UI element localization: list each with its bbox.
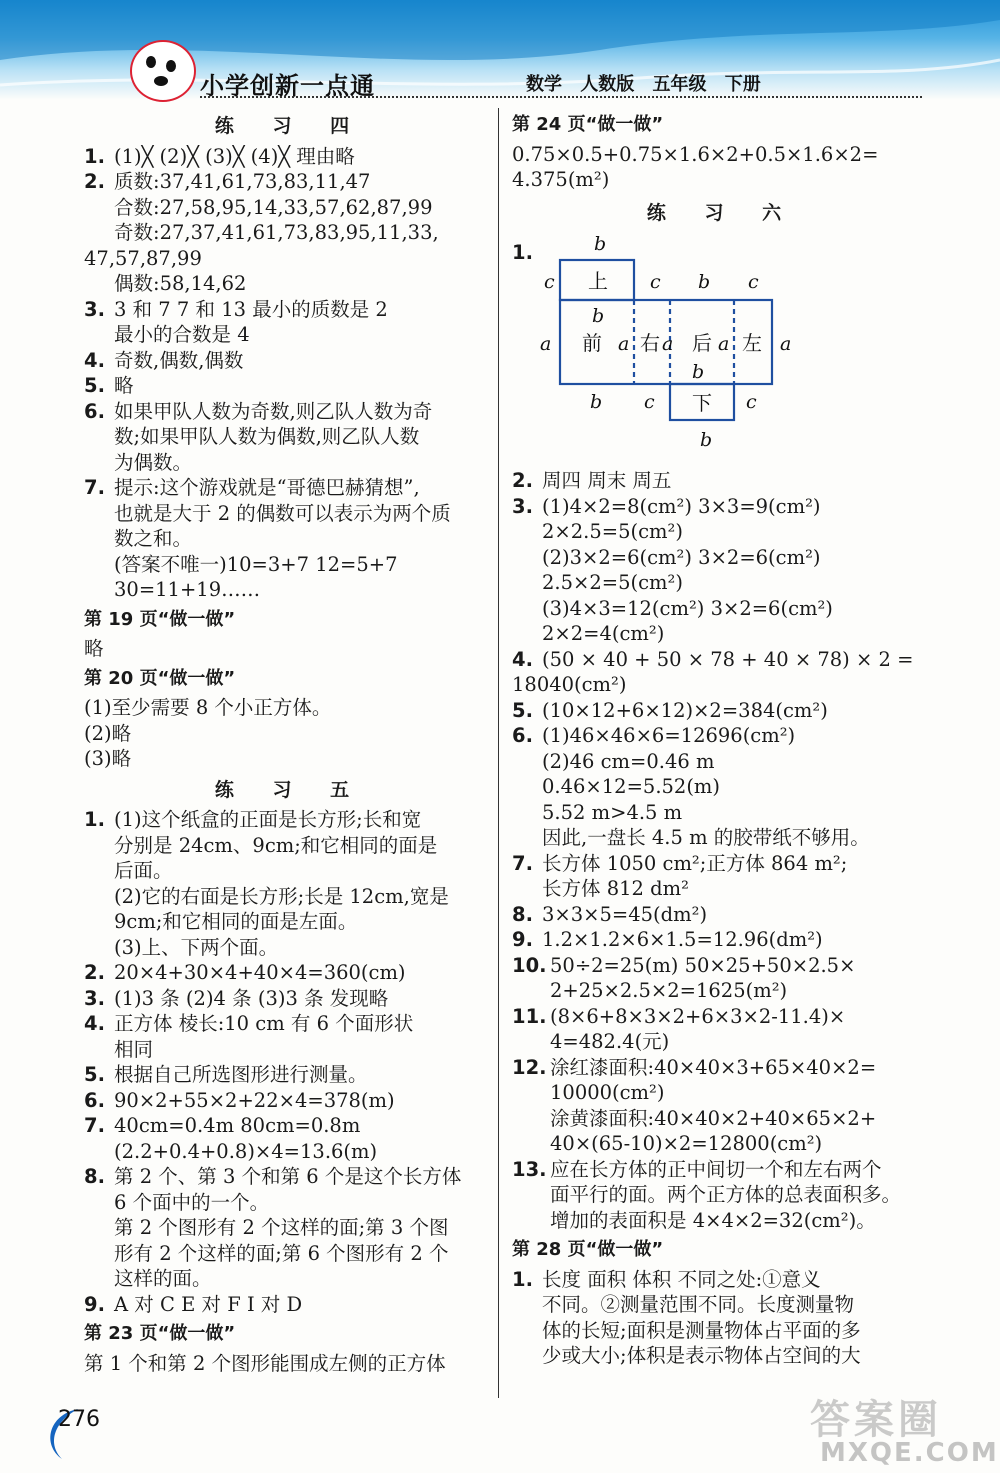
answer-line: 第 2 个图形有 2 个这样的面;第 3 个图 (114, 1216, 449, 1239)
answer-line: (2)它的右面是长方形;长是 12cm,宽是 (114, 884, 449, 908)
answer-item (84, 986, 496, 1012)
page-reference-heading: 第 24 页“做一做” (512, 114, 664, 135)
answer-item (84, 1062, 496, 1088)
answer-item (512, 1004, 932, 1055)
answer-line: 50÷2=25(m) 50×25+50×2.5× (550, 953, 856, 977)
answer-line: (3)4×3=12(cm²) 3×2=6(cm²) (542, 596, 833, 620)
net-label-b: b (700, 429, 713, 451)
answer-line: 涂红漆面积:40×40×3+65×40×2= (550, 1055, 877, 1079)
answer-line: 增加的表面积是 4×4×2=32(cm²)。 (550, 1208, 876, 1232)
answer-item (84, 373, 496, 399)
answer-line: (答案不唯一)10=3+7 12=5+7 (114, 552, 398, 576)
answer-line: 后面。 (114, 859, 173, 882)
answer-line: 最小的合数是 4 (114, 323, 250, 346)
answer-line: 面平行的面。两个正方体的总表面积多。 (550, 1183, 902, 1206)
net-label-c: c (644, 391, 655, 413)
answer-line: 少或大小;体积是表示物体占空间的大 (542, 1344, 861, 1367)
answer-line: (2)46 cm=0.46 m (542, 749, 715, 773)
net-label-c: c (746, 391, 757, 413)
answer-line: 4=482.4(元) (550, 1030, 670, 1053)
watermark-url: MXQE.COM (820, 1438, 999, 1468)
answer-item (84, 1088, 496, 1114)
page-header (0, 0, 1000, 100)
answer-item (84, 348, 496, 374)
net-label-c: c (748, 271, 759, 293)
answer-line: 周四 周末 周五 (542, 469, 672, 492)
answer-line: 2+25×2.5×2=1625(m²) (550, 979, 788, 1002)
answer-line: 40×(65-10)×2=12800(cm²) (550, 1132, 823, 1155)
item-number: 3. (512, 494, 533, 518)
answer-item (84, 1292, 496, 1318)
answer-line: 3 和 7 7 和 13 最小的质数是 2 (114, 297, 388, 321)
section-title: 练 习 六 (646, 201, 798, 224)
answer-line: 偶数:58,14,62 (114, 272, 247, 295)
answer-line: 数之和。 (114, 527, 193, 550)
column-divider (498, 108, 499, 1398)
answer-line: 2×2.5=5(cm²) (542, 520, 683, 543)
answer-line: 0.75×0.5+0.75×1.6×2+0.5×1.6×2= (512, 142, 879, 166)
answer-line: 略 (84, 637, 104, 660)
item-number: 2. (84, 170, 105, 193)
page-reference-heading: 第 28 页“做一做” (512, 1239, 664, 1260)
item-number: 8. (512, 902, 533, 926)
answer-item (512, 1267, 932, 1369)
answer-item (512, 494, 932, 647)
answer-line: 为偶数。 (114, 450, 193, 474)
answer-line: 10000(cm²) (550, 1081, 665, 1104)
net-label-a: a (662, 333, 674, 355)
answer-line: (3)略 (84, 747, 132, 770)
answer-line: 奇数:27,37,41,61,73,83,95,11,33, (114, 221, 439, 244)
answer-item (512, 851, 932, 902)
item-number: 13. (512, 1157, 547, 1181)
net-face-label-right: 右 (640, 331, 660, 355)
answer-line: (2.2+0.4+0.8)×4=13.6(m) (114, 1139, 378, 1163)
item-number: 6. (84, 1088, 105, 1112)
mascot-logo-icon (130, 40, 196, 102)
cuboid-net-diagram (512, 230, 932, 462)
answer-item (84, 1113, 496, 1164)
answer-line: (2)3×2=6(cm²) 3×2=6(cm²) (542, 545, 821, 569)
net-label-b: b (592, 305, 605, 327)
net-label-c: c (650, 271, 661, 293)
answer-line: 47,57,87,99 (84, 246, 202, 270)
book-meta: 数学 人数版 五年级 下册 (526, 74, 761, 95)
answer-line: (1)╳ (2)╳ (3)╳ (4)╳ 理由略 (114, 144, 355, 168)
answer-line: 形有 2 个这样的面;第 6 个图形有 2 个 (114, 1241, 449, 1265)
answer-line: 90×2+55×2+22×4=378(m) (114, 1088, 395, 1112)
answer-item (512, 468, 932, 494)
item-number: 10. (512, 953, 547, 977)
answer-item (84, 297, 496, 348)
answer-line: 长方体 812 dm² (542, 877, 689, 900)
answer-line: 质数:37,41,61,73,83,11,47 (114, 170, 371, 193)
answer-item (84, 169, 496, 297)
answer-line: (8×6+8×3×2+6×3×2-11.4)× (550, 1004, 846, 1028)
answer-line: (1)4×2=8(cm²) 3×3=9(cm²) (542, 494, 821, 518)
answer-line: (50 × 40 + 50 × 78 + 40 × 78) × 2 = (542, 647, 914, 671)
answer-item (512, 647, 932, 698)
watermark-logo: 答案圈 (810, 1397, 942, 1443)
answer-line: 这样的面。 (114, 1267, 212, 1290)
header-divider (200, 96, 922, 98)
answer-line: 0.46×12=5.52(m) (542, 775, 721, 798)
answer-item (84, 475, 496, 603)
answer-item (84, 807, 496, 960)
page-reference-heading: 第 19 页“做一做” (84, 608, 236, 630)
answer-line: 3×3×5=45(dm²) (542, 902, 708, 926)
page-number: 276 (58, 1407, 100, 1432)
answer-line: 4.375(m²) (512, 168, 610, 191)
item-number: 6. (84, 399, 105, 423)
page-reference-heading: 第 20 页“做一做” (84, 667, 236, 689)
answer-line: (3)上、下两个面。 (114, 935, 279, 959)
net-label-b: b (590, 391, 603, 413)
net-label-a: a (780, 333, 792, 355)
answer-line: 应在长方体的正中间切一个和左右两个 (550, 1157, 882, 1181)
right-column (512, 112, 932, 1369)
answer-item (84, 1011, 496, 1062)
item-number: 7. (84, 1114, 105, 1137)
page-reference-heading: 第 23 页“做一做” (84, 1323, 236, 1344)
net-face-label-back: 后 (692, 331, 712, 355)
answer-line: 提示:这个游戏就是“哥德巴赫猜想”, (114, 476, 420, 499)
answer-line: 根据自己所选图形进行测量。 (114, 1063, 368, 1086)
answer-line: 18040(cm²) (512, 673, 627, 696)
cuboid-net-svg (512, 230, 932, 462)
item-number: 5. (512, 698, 533, 722)
item-number: 9. (512, 928, 533, 951)
answer-item (512, 698, 932, 724)
net-label-a: a (618, 333, 630, 355)
answer-line: 20×4+30×4+40×4=360(cm) (114, 961, 406, 984)
section-title: 练 习 五 (214, 778, 366, 801)
item-number: 8. (84, 1165, 105, 1188)
item-number: 5. (84, 1063, 105, 1086)
answer-line: 略 (114, 374, 134, 397)
item-number: 3. (84, 297, 105, 321)
answer-line: 长方体 1050 cm²;正方体 864 m²; (542, 851, 848, 875)
answer-item (512, 927, 932, 953)
answer-line: 2×2=4(cm²) (542, 622, 665, 645)
answer-line: 第 1 个和第 2 个图形能围成左侧的正方体 (84, 1351, 446, 1375)
item-number: 1. (512, 1267, 533, 1291)
answer-line: 相同 (114, 1037, 154, 1061)
net-label-a: a (540, 333, 552, 355)
item-number: 7. (512, 851, 533, 875)
left-column (84, 112, 496, 1376)
net-label-b: b (692, 361, 705, 383)
answer-line: (1)至少需要 8 个小正方体。 (84, 696, 332, 719)
answer-line: 数;如果甲队人数为偶数,则乙队人数 (114, 425, 420, 448)
answer-line: 正方体 棱长:10 cm 有 6 个面形状 (114, 1012, 414, 1035)
answer-line: 长度 面积 体积 不同之处:①意义 (542, 1267, 821, 1291)
net-face-label-left: 左 (742, 331, 762, 355)
net-label-a: a (718, 333, 730, 355)
book-title: 小学创新一点通 (200, 72, 375, 100)
section-title: 练 习 四 (214, 115, 366, 137)
answer-line: 奇数,偶数,偶数 (114, 348, 244, 372)
item-number: 1. (512, 241, 533, 264)
item-number: 2. (84, 961, 105, 984)
answer-item (512, 902, 932, 928)
answer-line: 如果甲队人数为奇数,则乙队人数为奇 (114, 399, 433, 423)
item-number: 4. (84, 1012, 105, 1035)
answer-line: (1)46×46×6=12696(cm²) (542, 724, 796, 747)
answer-line: 1.2×1.2×6×1.5=12.96(dm²) (542, 928, 823, 951)
item-number: 7. (84, 476, 105, 499)
answer-item (512, 723, 932, 851)
net-label-c: c (544, 271, 555, 293)
answer-item (84, 960, 496, 986)
answer-line: 30=11+19…… (114, 578, 261, 601)
item-number: 1. (84, 144, 105, 168)
answer-line: 因此,一盘长 4.5 m 的胶带纸不够用。 (542, 826, 870, 849)
answer-item (84, 1164, 496, 1292)
item-number: 4. (84, 348, 105, 372)
answer-line: 6 个面中的一个。 (114, 1190, 270, 1214)
answer-item (512, 1055, 932, 1157)
answer-line: (10×12+6×12)×2=384(cm²) (542, 698, 828, 722)
answer-line: 9cm;和它相同的面是左面。 (114, 910, 358, 933)
item-number: 11. (512, 1004, 547, 1028)
answer-line: 涂黄漆面积:40×40×2+40×65×2+ (550, 1106, 877, 1130)
answer-line: 也就是大于 2 的偶数可以表示为两个质 (114, 501, 451, 525)
item-number: 1. (84, 808, 105, 831)
net-face-label-top: 上 (588, 269, 608, 293)
answer-line: 第 2 个、第 3 个和第 6 个是这个长方体 (114, 1165, 462, 1188)
net-face-label-bottom: 下 (692, 391, 712, 415)
item-number: 3. (84, 986, 105, 1010)
answer-item (512, 1157, 932, 1234)
answer-line: 40cm=0.4m 80cm=0.8m (114, 1114, 361, 1137)
answer-line: 体的长短;面积是测量物体占平面的多 (542, 1318, 861, 1342)
answer-line: 合数:27,58,95,14,33,57,62,87,99 (114, 195, 433, 219)
answer-line: A 对 C E 对 F I 对 D (114, 1292, 303, 1316)
answer-item (512, 953, 932, 1004)
net-label-b: b (698, 271, 711, 293)
item-number: 4. (512, 647, 533, 671)
answer-line: (1)这个纸盒的正面是长方形;长和宽 (114, 808, 422, 831)
answer-item (84, 144, 496, 170)
answer-line: 5.52 m>4.5 m (542, 800, 683, 824)
answer-item (84, 399, 496, 476)
item-number: 9. (84, 1292, 105, 1316)
item-number: 6. (512, 724, 533, 747)
answer-line: 2.5×2=5(cm²) (542, 571, 683, 594)
answer-line: 分别是 24cm、9cm;和它相同的面是 (114, 833, 438, 857)
answer-line: (1)3 条 (2)4 条 (3)3 条 发现略 (114, 986, 389, 1010)
net-face-label-front: 前 (582, 331, 602, 355)
net-label-b: b (594, 233, 607, 255)
answer-line: 不同。②测量范围不同。长度测量物 (542, 1293, 855, 1316)
item-number: 5. (84, 374, 105, 397)
answer-line: (2)略 (84, 721, 132, 745)
item-number: 2. (512, 469, 533, 492)
item-number: 12. (512, 1055, 547, 1079)
